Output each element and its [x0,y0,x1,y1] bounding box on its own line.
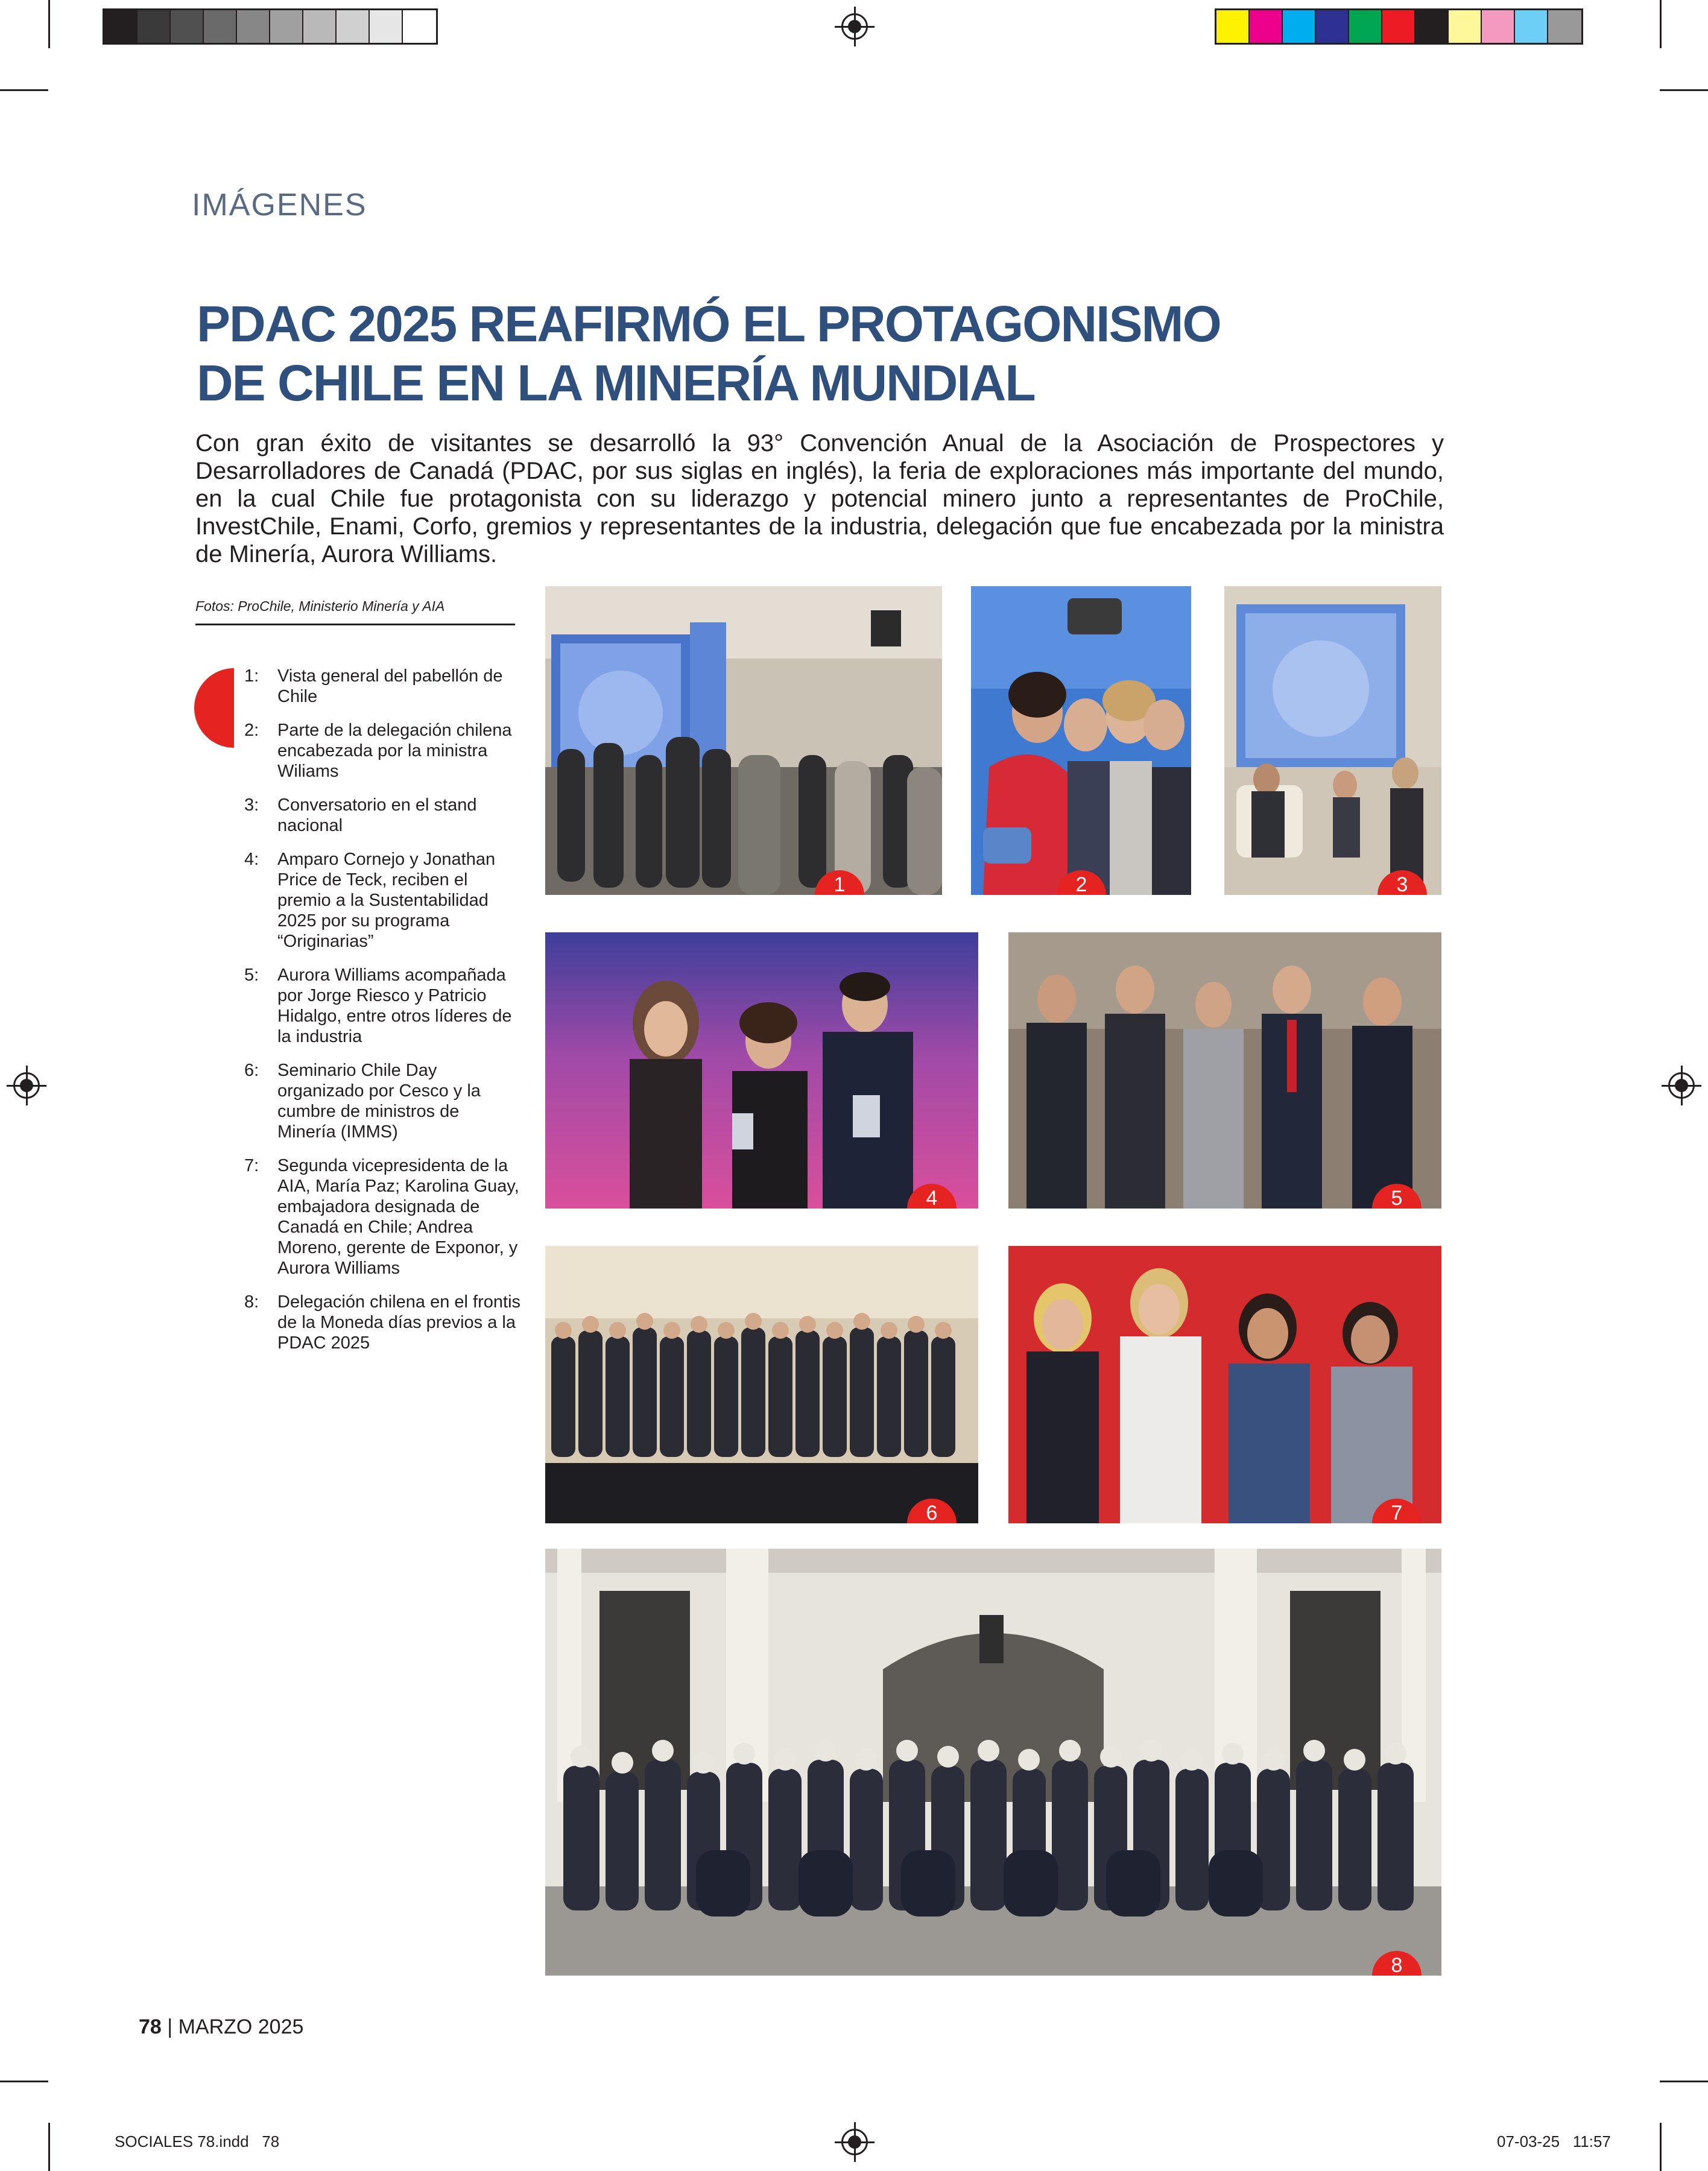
caption-text: Seminario Chile Day organizado por Cesco y la cumbre de ministros de Minería (IMMS) [277,1061,481,1142]
credit-divider [195,624,515,625]
registration-mark-bottom [841,2129,868,2155]
cmyk-color-bar [1215,8,1583,45]
photo-number-badge: 7 [1372,1499,1422,1523]
caption-number: 6: [244,1061,259,1080]
caption-text: Aurora Williams acompañada por Jorge Riesco y Patricio Hidalgo, entre otros líderes de la industria [277,965,512,1046]
registration-mark-left [13,1072,40,1099]
caption-number: 1: [244,666,259,686]
caption-number: 3: [244,795,259,815]
caption-number: 2: [244,721,259,740]
caption-item [244,720,522,782]
caption-item [244,1155,522,1278]
photo-8-la-moneda-delegation [545,1549,1441,1976]
footer-separator: | [167,2015,179,2038]
photo-6-chile-day-seminar [545,1246,978,1523]
caption-item [244,1292,522,1353]
caption-item [244,795,522,836]
photo-number-badge: 5 [1372,1184,1422,1209]
photo-1-chile-pavilion [545,586,942,895]
photo-number-badge: 3 [1377,870,1427,895]
issue-date: MARZO 2025 [178,2015,304,2038]
photo-7-aia-exponor-canada [1008,1246,1441,1523]
indd-slug-timestamp: 07-03-25 11:57 [1497,2132,1611,2150]
photo-5-industry-leaders [1008,932,1441,1209]
headline-line-1: PDAC 2025 REAFIRMÓ EL PROTAGONISMO [197,295,1221,352]
caption-item [244,849,522,952]
photo-number-badge: 1 [815,870,864,895]
page-footer [139,2015,303,2039]
caption-text: Delegación chilena en el frontis de la Moneda días previos a la PDAC 2025 [277,1292,521,1353]
page-number: 78 [139,2015,162,2038]
grayscale-color-bar [103,8,438,45]
caption-number: 7: [244,1156,259,1175]
caption-text: Segunda vicepresidenta de la AIA, María Paz; Karolina Guay, embajadora designada de Canadá en Chile; Andrea Moreno, gerente de Exponor, y Aurora Williams [277,1156,519,1278]
intro-paragraph: Con gran éxito de visitantes se desarrolló la 93° Convención Anual de la Asociación de Prospectores y Desarrolladores de Canadá (PDAC, por sus siglas en inglés), la feria de exploraciones más importante del mundo, en la cual Chile fue protagonista con su liderazgo y potencial minero junto a representantes de ProChile, InvestChile, Enami, Corfo, gremios y representantes de la industria, delegación que fue encabezada por la ministra de Minería, Aurora Williams. [195,430,1444,567]
caption-text: Amparo Cornejo y Jonathan Price de Teck, reciben el premio a la Sustentabilidad 2025 por su programa “Originarias” [277,850,496,951]
photo-3-stand-conversation [1224,586,1441,895]
photo-2-delegation-selfie [971,586,1191,895]
caption-item [244,965,522,1047]
caption-item [244,1060,522,1142]
registration-mark-right [1668,1072,1695,1099]
registration-mark-top [841,13,868,40]
caption-number: 4: [244,850,259,869]
caption-number: 5: [244,965,259,985]
photo-number-badge: 6 [907,1499,957,1523]
photo-credit: Fotos: ProChile, Ministerio Minería y AIA [195,598,445,614]
caption-text: Parte de la delegación chilena encabezada por la ministra Wiliams [277,721,512,781]
headline [197,294,1282,412]
caption-text: Vista general del pabellón de Chile [277,666,503,706]
caption-item [244,666,522,707]
photo-number-badge: 8 [1372,1951,1422,1976]
section-label: IMÁGENES [192,188,367,223]
caption-text: Conversatorio en el stand nacional [277,795,477,835]
indd-slug-file: SOCIALES 78.indd 78 [115,2132,280,2150]
photo-number-badge: 4 [907,1184,957,1209]
photo-4-sustainability-award [545,932,978,1209]
headline-line-2: DE CHILE EN LA MINERÍA MUNDIAL [197,355,1035,411]
caption-number: 8: [244,1292,259,1312]
photo-number-badge: 2 [1057,870,1106,895]
photo-captions [244,666,522,1367]
red-halfmoon-decoration [194,668,234,748]
